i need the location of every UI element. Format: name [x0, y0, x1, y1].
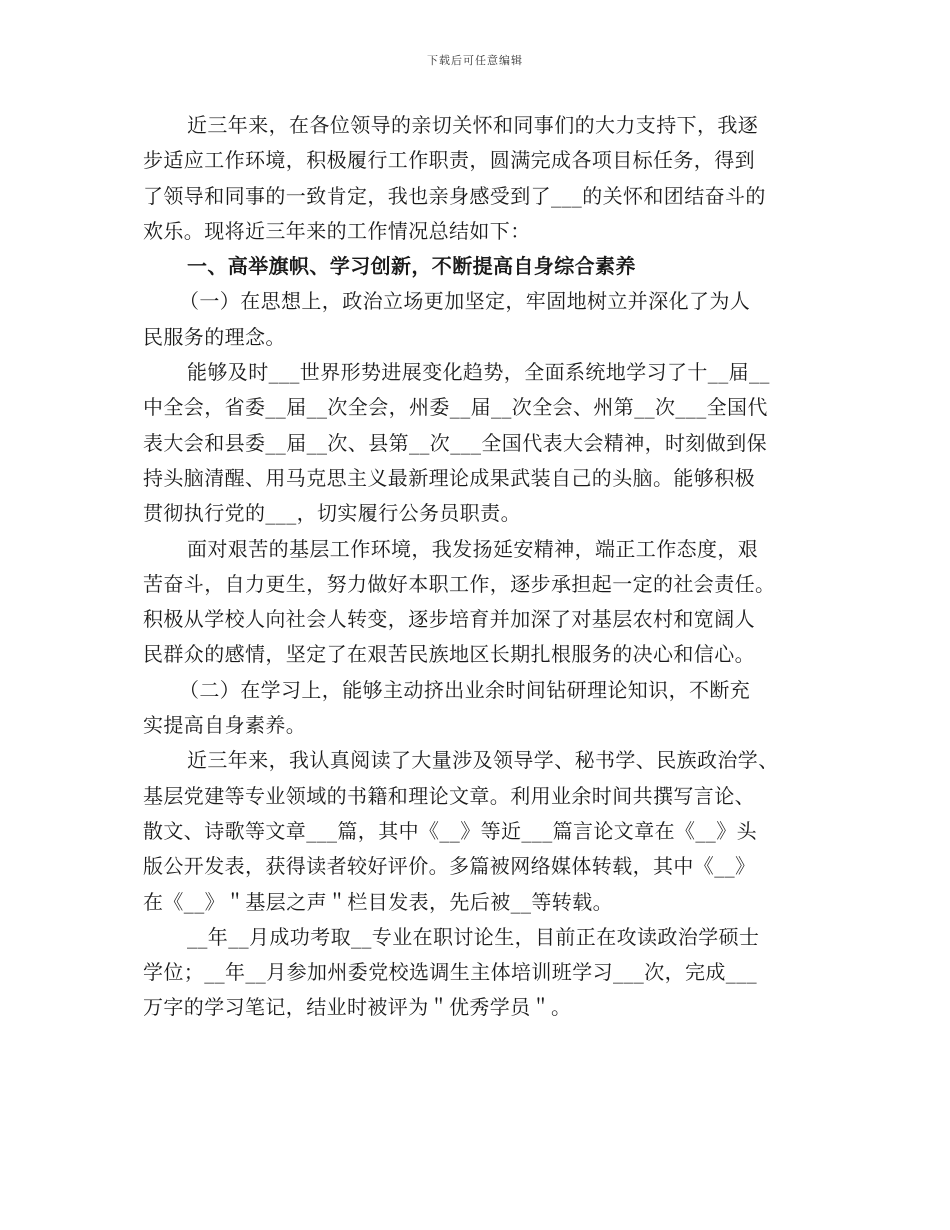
paragraph-line: 万字的学习笔记，结业时被评为＂优秀学员＂。	[143, 995, 572, 1020]
paragraph-line: 表大会和县委__届__次、县第__次___全国代表大会精神，时刻做到保	[143, 430, 767, 455]
paragraph-line: 实提高自身素养。	[143, 713, 307, 738]
paragraph-line: 民服务的理念。	[143, 324, 286, 349]
paragraph-line: 步适应工作环境，积极履行工作职责，圆满完成各项目标任务，得到	[143, 148, 755, 173]
subsection-heading: （一）在思想上，政治立场更加坚定，牢固地树立并深化了为人	[179, 289, 751, 314]
paragraph-line: 近三年来，在各位领导的亲切关怀和同事们的大力支持下，我逐	[187, 113, 759, 137]
paragraph-line: 能够及时___世界形势进展变化趋势，全面系统地学习了十__届__	[187, 360, 770, 385]
paragraph-line: 苦奋斗，自力更生，努力做好本职工作，逐步承担起一定的社会责任。	[143, 571, 776, 596]
paragraph-line: 民群众的感情，坚定了在艰苦民族地区长期扎根服务的决心和信心。	[143, 642, 755, 667]
paragraph-line: 在《__》＂基层之声＂栏目发表，先后被__等转载。	[143, 889, 613, 914]
subsection-heading: （二）在学习上，能够主动挤出业余时间钻研理论知识，不断充	[179, 677, 751, 702]
page-header-caption: 下载后可任意编辑	[427, 54, 523, 67]
document-body	[143, 108, 807, 1026]
paragraph-line: 学位；__年__月参加州委党校选调生主体培训班学习___次，完成___	[143, 960, 757, 985]
paragraph-line: 持头脑清醒、用马克思主义最新理论成果武装自己的头脑。能够积极	[143, 465, 755, 490]
paragraph-line: 欢乐。现将近三年来的工作情况总结如下：	[143, 218, 531, 243]
paragraph-line: 了领导和同事的一致肯定，我也亲身感受到了___的关怀和团结奋斗的	[143, 183, 766, 208]
paragraph-line: 近三年来，我认真阅读了大量涉及领导学、秘书学、民族政治学、	[187, 748, 779, 773]
paragraph-line: 中全会，省委__届__次全会，州委__届__次全会、州第__次___全国代	[143, 395, 768, 420]
paragraph-line: 面对艰苦的基层工作环境，我发扬延安精神，端正工作态度，艰	[187, 536, 759, 561]
section-heading: 一、高举旗帜、学习创新，不断提高自身综合素养	[187, 254, 636, 279]
paragraph-line: 版公开发表，获得读者较好评价。多篇被网络媒体转载，其中《__》	[143, 854, 756, 879]
paragraph-line: 基层党建等专业领域的书籍和理论文章。利用业余时间共撰写言论、	[143, 783, 755, 808]
paragraph-line: 积极从学校人向社会人转变，逐步培育并加深了对基层农村和宽阔人	[143, 607, 755, 632]
paragraph-line: 散文、诗歌等文章___篇，其中《__》等近___篇言论文章在《__》头	[143, 818, 757, 843]
paragraph-line: 贯彻执行党的___，切实履行公务员职责。	[143, 501, 521, 526]
paragraph-line: __年__月成功考取__专业在职讨论生，目前正在攻读政治学硕士	[187, 924, 760, 949]
